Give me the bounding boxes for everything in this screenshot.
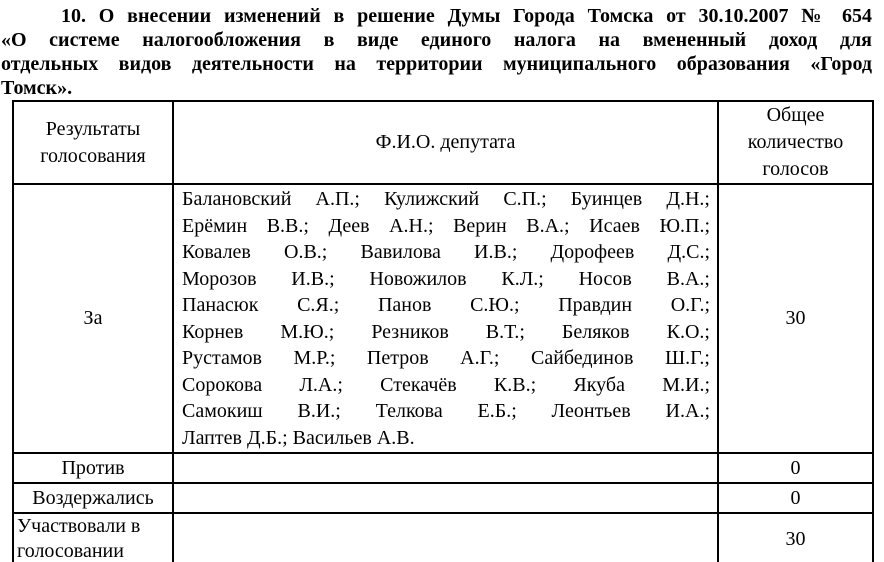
result-label-protiv: Против — [13, 453, 173, 483]
column-header-deputy-name: Ф.И.О. депутата — [173, 101, 718, 184]
total-votes-za: 30 — [718, 184, 873, 453]
table-row-vozderzhalis — [13, 483, 873, 513]
column-header-total-votes: Общее количество голосов — [718, 101, 873, 184]
total-votes-uchastvovali: 30 — [718, 513, 873, 562]
table-row-protiv — [13, 453, 873, 483]
table-row-za — [13, 184, 873, 453]
title-line: отдельных видов деятельности на территории муниципального образования «Город — [1, 53, 872, 75]
deputies-cell-uchastvovali — [173, 513, 718, 562]
deputies-line: Ерёмин В.В.; Деев А.Н.; Верин В.А.; Исаев Ю.П.; — [182, 214, 710, 237]
table-header-row — [13, 101, 873, 184]
title-line: 10. О внесении изменений в решение Думы Города Томска от 30.10.2007 № 654 — [61, 5, 872, 27]
deputies-line: Панасюк С.Я.; Панов С.Ю.; Правдин О.Г.; — [182, 294, 710, 316]
title-line: «О системе налогообложения в виде единого налога на вмененный доход для — [1, 29, 872, 51]
deputies-line: Ковалев О.В.; Вавилова И.В.; Дорофеев Д.С.; — [182, 241, 710, 263]
deputies-cell-protiv — [173, 453, 718, 483]
result-label-za: За — [13, 184, 173, 453]
deputies-line: Балановский А.П.; Кулижский С.П.; Буинцев Д.Н.; — [182, 188, 710, 210]
title-line: Томск». — [1, 77, 73, 99]
total-votes-vozderzhalis: 0 — [718, 483, 873, 513]
page-title — [1, 4, 872, 100]
result-label-uchastvovali: Участвовали в голосовании — [13, 513, 173, 562]
deputies-line: Лаптев Д.Б.; Васильев А.В. — [182, 426, 415, 449]
total-votes-protiv: 0 — [718, 453, 873, 483]
deputies-line: Рустамов М.Р.; Петров А.Г.; Сайбединов Ш.Г.; — [182, 347, 710, 369]
deputies-line: Самокиш В.И.; Телкова Е.Б.; Леонтьев И.А.; — [182, 400, 710, 422]
result-label-vozderzhalis: Воздержались — [13, 483, 173, 513]
deputies-line: Сорокова Л.А.; Стекачёв К.В.; Якуба М.И.; — [182, 373, 710, 396]
voting-results-table — [12, 100, 874, 562]
column-header-voting-results: Результаты голосования — [13, 101, 173, 184]
deputies-cell-za — [173, 184, 718, 453]
table-row-uchastvovali — [13, 513, 873, 562]
deputies-cell-vozderzhalis — [173, 483, 718, 513]
deputies-line: Корнев М.Ю.; Резников В.Т.; Беляков К.О.; — [182, 320, 710, 343]
deputies-line: Морозов И.В.; Новожилов К.Л.; Носов В.А.; — [182, 267, 710, 290]
